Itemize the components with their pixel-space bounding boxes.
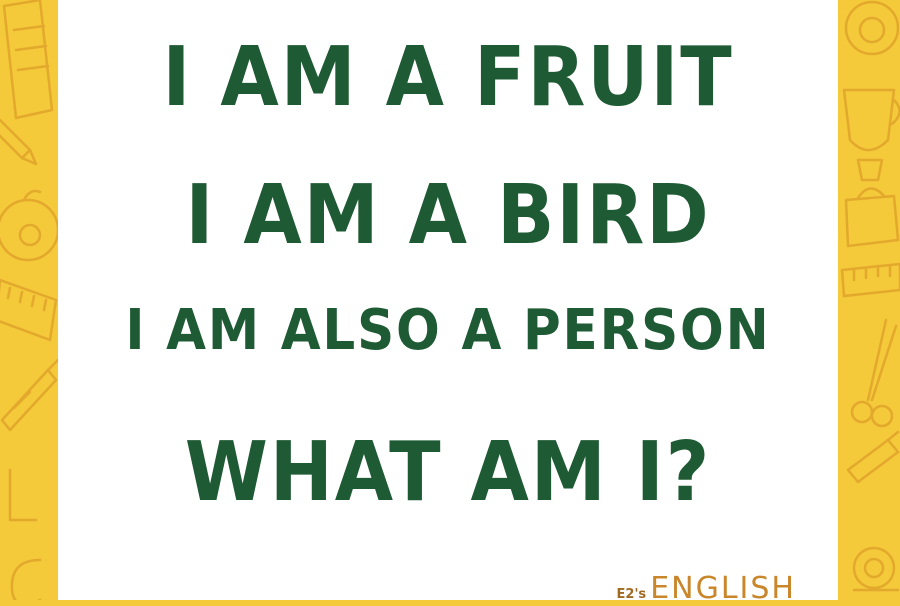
riddle-question: WHAT AM I?: [184, 425, 712, 520]
riddle-line-1: I AM A FRUIT: [162, 30, 734, 125]
riddle-line-3: I AM ALSO A PERSON: [125, 298, 771, 363]
apple-doodle-icon: [846, 2, 898, 54]
trophy-doodle-icon: [844, 90, 900, 180]
scissors-doodle-icon: [852, 320, 896, 426]
notebook-doodle-icon: [4, 0, 52, 118]
pencil-doodle-icon: [848, 432, 898, 482]
apple-doodle-icon: [0, 191, 58, 260]
brand-prefix: E2's: [616, 587, 647, 602]
riddle-card: [58, 0, 838, 606]
crayon-doodle-icon: [2, 360, 58, 430]
brand-logo: [617, 571, 796, 606]
bag-doodle-icon: [846, 188, 898, 246]
letter-doodle-icon: [10, 470, 40, 600]
left-doodle-border: [0, 0, 58, 600]
brand-name: ENGLISH: [650, 571, 796, 606]
ruler-doodle-icon: [0, 280, 56, 340]
snail-doodle-icon: [854, 548, 898, 590]
riddle-line-2: I AM A BIRD: [185, 168, 711, 263]
right-doodle-border: [838, 0, 900, 600]
pencil-doodle-icon: [0, 120, 36, 164]
ruler-doodle-icon: [842, 264, 900, 296]
